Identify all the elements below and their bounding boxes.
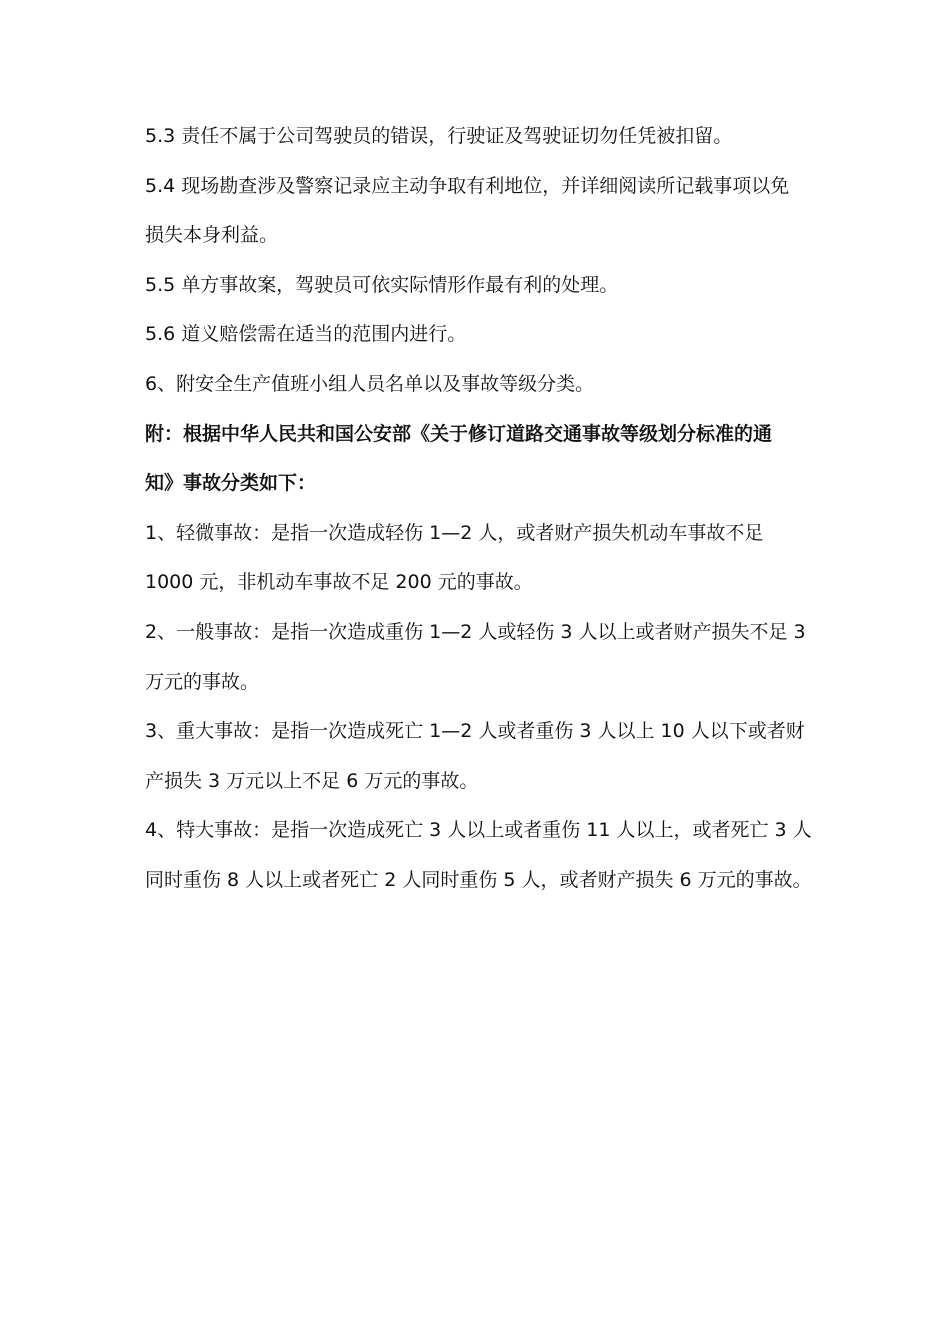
document-body	[145, 112, 810, 906]
accident-class-1-line-1: 1、轻微事故：是指一次造成轻伤 1—2 人，或者财产损失机动车事故不足	[145, 521, 764, 544]
accident-class-2-line-2: 万元的事故。	[145, 670, 260, 693]
appendix-heading-line-1: 附：根据中华人民共和国公安部《关于修订道路交通事故等级划分标准的通	[145, 422, 773, 445]
accident-class-3-line-1: 3、重大事故：是指一次造成死亡 1—2 人或者重伤 3 人以上 10 人以下或者财	[145, 720, 805, 743]
accident-class-2-line-1: 2、一般事故：是指一次造成重伤 1—2 人或轻伤 3 人以上或者财产损失不足 3	[145, 620, 806, 643]
paragraph-line-5-6: 5.6 道义赔偿需在适当的范围内进行。	[145, 323, 467, 346]
accident-class-1-line-2: 1000 元，非机动车事故不足 200 元的事故。	[145, 571, 533, 594]
accident-class-4-line-2: 同时重伤 8 人以上或者死亡 2 人同时重伤 5 人，或者财产损失 6 万元的事故。	[145, 868, 812, 891]
paragraph-line-5-3: 5.3 责任不属于公司驾驶员的错误，行驶证及驾驶证切勿任凭被扣留。	[145, 125, 733, 147]
appendix-heading-line-2: 知》事故分类如下：	[145, 472, 317, 495]
accident-class-3-line-2: 产损失 3 万元以上不足 6 万元的事故。	[145, 769, 479, 792]
paragraph-line-6: 6、附安全生产值班小组人员名单以及事故等级分类。	[145, 372, 595, 395]
accident-class-4-line-1: 4、特大事故：是指一次造成死亡 3 人以上或者重伤 11 人以上，或者死亡 3 人	[145, 819, 812, 842]
paragraph-line-5-4-cont: 损失本身利益。	[145, 224, 279, 247]
paragraph-line-5-5: 5.5 单方事故案，驾驶员可依实际情形作最有利的处理。	[145, 273, 619, 296]
paragraph-line-5-4: 5.4 现场勘查涉及警察记录应主动争取有利地位，并详细阅读所记载事项以免	[145, 174, 790, 197]
